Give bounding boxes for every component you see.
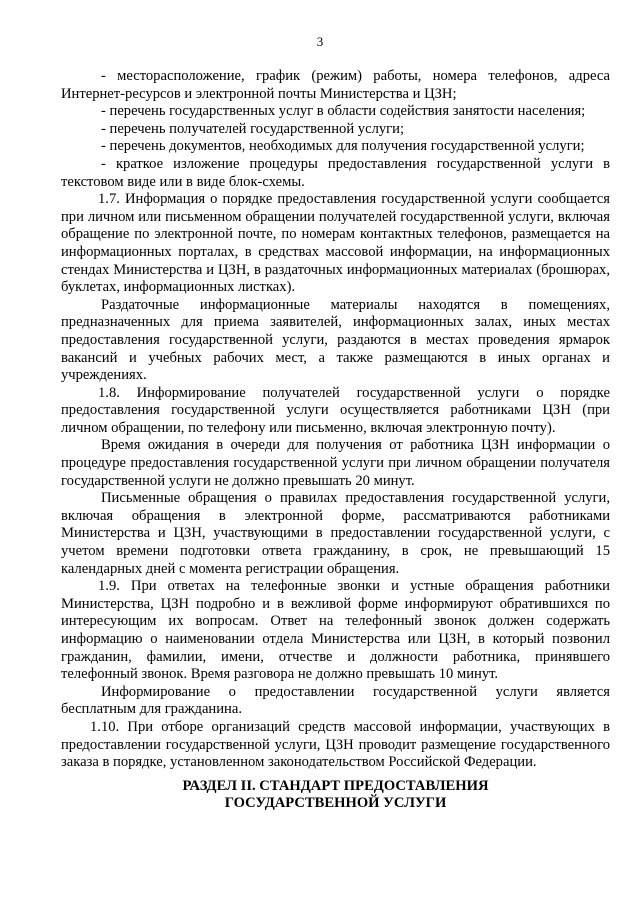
paragraph-free-info: Информирование о предоставлении государственной услуги является бесплатным для гражданина. (61, 683, 610, 718)
paragraph-1-9: 1.9. При ответах на телефонные звонки и устные обращения работники Министерства, ЦЗН подробно и в вежливой форме информируют обратившихся по интересующим их вопросам. Ответ на телефонный звонок должен содержать информацию о наименовании отдела Министерства или ЦЗН, в который позвонил гражданин, фамилии, имени, отчестве и должности работника, принявшего телефонный звонок. Время разговора не должно превышать 10 минут. (61, 578, 610, 683)
list-item-location: - месторасположение, график (режим) работы, номера телефонов, адреса Интернет-ресурсов и электронной почты Министерства и ЦЗН; (61, 68, 610, 102)
page-number: 3 (316, 34, 324, 49)
paragraph-written-requests: Письменные обращения о правилах предоставления государственной услуги, включая обращения в электронной форме, рассматриваются работниками Министерства и ЦЗН, участвующими в предоставлении государственной услуги, с учетом времени подготовки ответа гражданину, в срок, не превышающий 15 календарных дней с момента регистрации обращения. (61, 490, 610, 577)
paragraph-handouts: Раздаточные информационные материалы находятся в помещениях, предназначенных для приема заявителей, информационных залах, иных местах предоставления государственной услуги, раздаются в местах проведения ярмарок вакансий и учебных рабочих мест, а также размещаются в иных органах и учреждениях. (61, 296, 610, 384)
section-heading-line-1: РАЗДЕЛ II. СТАНДАРТ ПРЕДОСТАВЛЕНИЯ (182, 777, 489, 794)
paragraph-waiting-time: Время ожидания в очереди для получения от работника ЦЗН информации о процедуре предоставления государственной услуги при личном обращении получателя государственной услуги не должно превышать 20 минут. (61, 437, 610, 489)
list-item-services: - перечень государственных услуг в области содействия занятости населения; (101, 103, 586, 120)
paragraph-1-8: 1.8. Информирование получателей государственной услуги о порядке предоставления государственной услуги осуществляется работниками ЦЗН (при личном обращении, по телефону или письменно, включая электронную почту). (61, 384, 610, 436)
list-item-recipients: - перечень получателей государственной услуги; (101, 120, 405, 137)
section-heading-line-2: ГОСУДАРСТВЕННОЙ УСЛУГИ (224, 795, 447, 812)
section-heading (61, 778, 610, 813)
paragraph-1-7: 1.7. Информация о порядке предоставления государственной услуги сообщается при личном или письменном обращении получателей государственной услуги, включая обращение по электронной почте, по номерам контактных телефонов, размещается на информационных порталах, в средствах массовой информации, на информационных стендах Министерства и ЦЗН, в раздаточных информационных материалах (брошюрах, буклетах, информационных листках). (61, 191, 610, 296)
document-body (61, 68, 610, 813)
list-item-documents: - перечень документов, необходимых для получения государственной услуги; (101, 138, 585, 155)
list-item-procedure: - краткое изложение процедуры предоставления государственной услуги в текстовом виде или в виде блок-схемы. (61, 155, 610, 190)
paragraph-1-10: 1.10. При отборе организаций средств массовой информации, участвующих в предоставлении государственной услуги, ЦЗН проводит размещение государственного заказа в порядке, установленном законодательством Российской Федерации. (61, 718, 610, 771)
